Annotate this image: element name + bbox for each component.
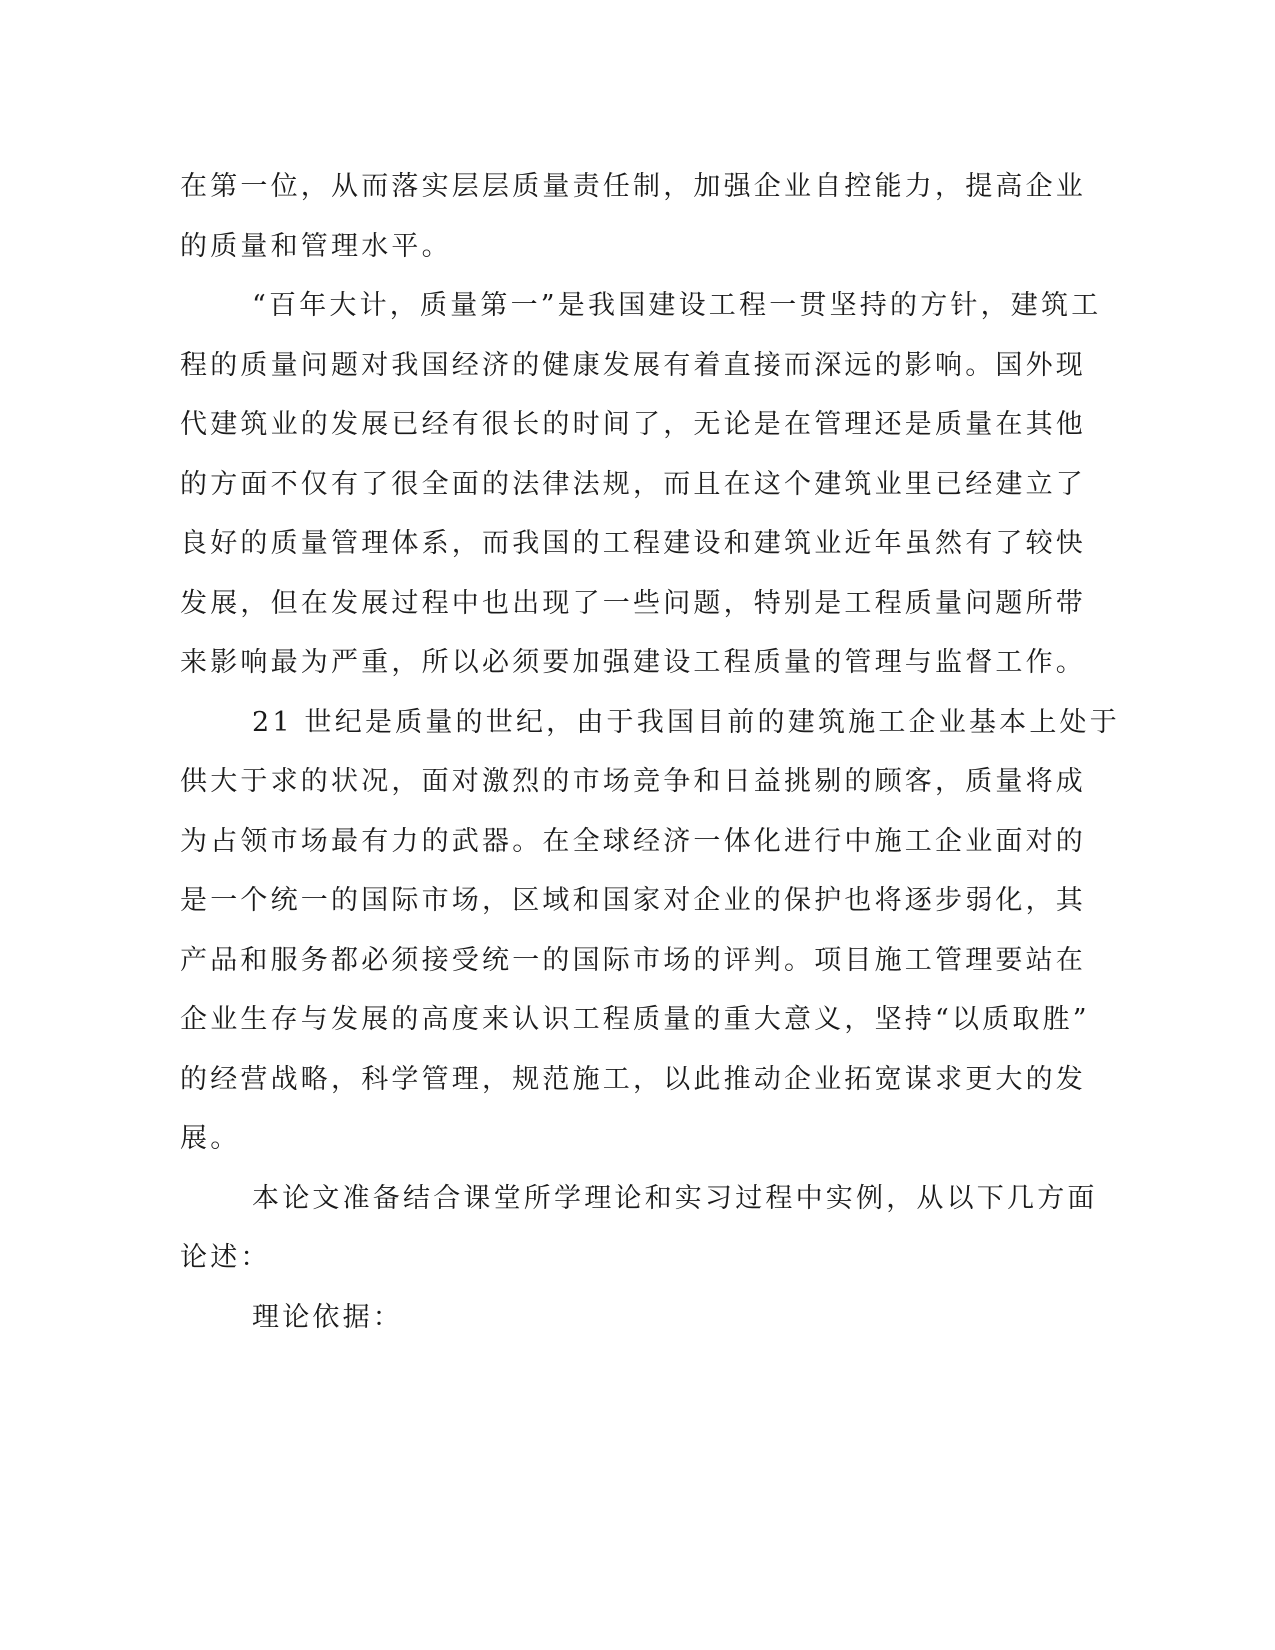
text-line: 代建筑业的发展已经有很长的时间了，无论是在管理还是质量在其他	[180, 409, 1086, 440]
text-line: 的经营战略，科学管理，规范施工，以此推动企业拓宽谋求更大的发	[180, 1063, 1086, 1095]
text-line: 展。	[180, 1123, 241, 1154]
paragraph	[180, 1169, 1098, 1288]
paragraph	[180, 157, 1086, 276]
text-line: 为占领市场最有力的武器。在全球经济一体化进行中施工企业面对的	[180, 825, 1086, 857]
text-line: 是一个统一的国际市场，区域和国家对企业的保护也将逐步弱化，其	[180, 885, 1086, 916]
text-line: “百年大计，质量第一”是我国建设工程一贯坚持的方针，建筑工	[252, 290, 1102, 321]
text-line: 发展，但在发展过程中也出现了一些问题，特别是工程质量问题所带	[180, 587, 1086, 619]
text-line: 来影响最为严重，所以必须要加强建设工程质量的管理与监督工作。	[180, 647, 1086, 678]
text-line: 本论文准备结合课堂所学理论和实习过程中实例，从以下几方面	[252, 1182, 1098, 1214]
text-line: 在第一位，从而落实层层质量责任制，加强企业自控能力，提高企业	[180, 171, 1086, 202]
section-heading	[180, 1288, 1030, 1348]
text-line: 企业生存与发展的高度来认识工程质量的重大意义，坚持“以质取胜”	[180, 1004, 1090, 1035]
text-line: 产品和服务都必须接受统一的国际市场的评判。项目施工管理要站在	[180, 944, 1086, 976]
text-line: 良好的质量管理体系，而我国的工程建设和建筑业近年虽然有了较快	[180, 528, 1086, 559]
body-text	[180, 157, 1120, 1347]
text-line: 理论依据：	[252, 1301, 403, 1333]
paragraph	[180, 276, 1102, 693]
paragraph	[180, 693, 1120, 1169]
text-line: 的方面不仅有了很全面的法律法规，而且在这个建筑业里已经建立了	[180, 468, 1086, 500]
text-line: 供大于求的状况，面对激烈的市场竞争和日益挑剔的顾客，质量将成	[180, 766, 1086, 797]
text-line: 的质量和管理水平。	[180, 230, 452, 262]
text-line: 程的质量问题对我国经济的健康发展有着直接而深远的影响。国外现	[180, 349, 1086, 381]
text-line: 21 世纪是质量的世纪，由于我国目前的建筑施工企业基本上处于	[252, 706, 1120, 738]
text-line: 论述：	[180, 1242, 271, 1273]
